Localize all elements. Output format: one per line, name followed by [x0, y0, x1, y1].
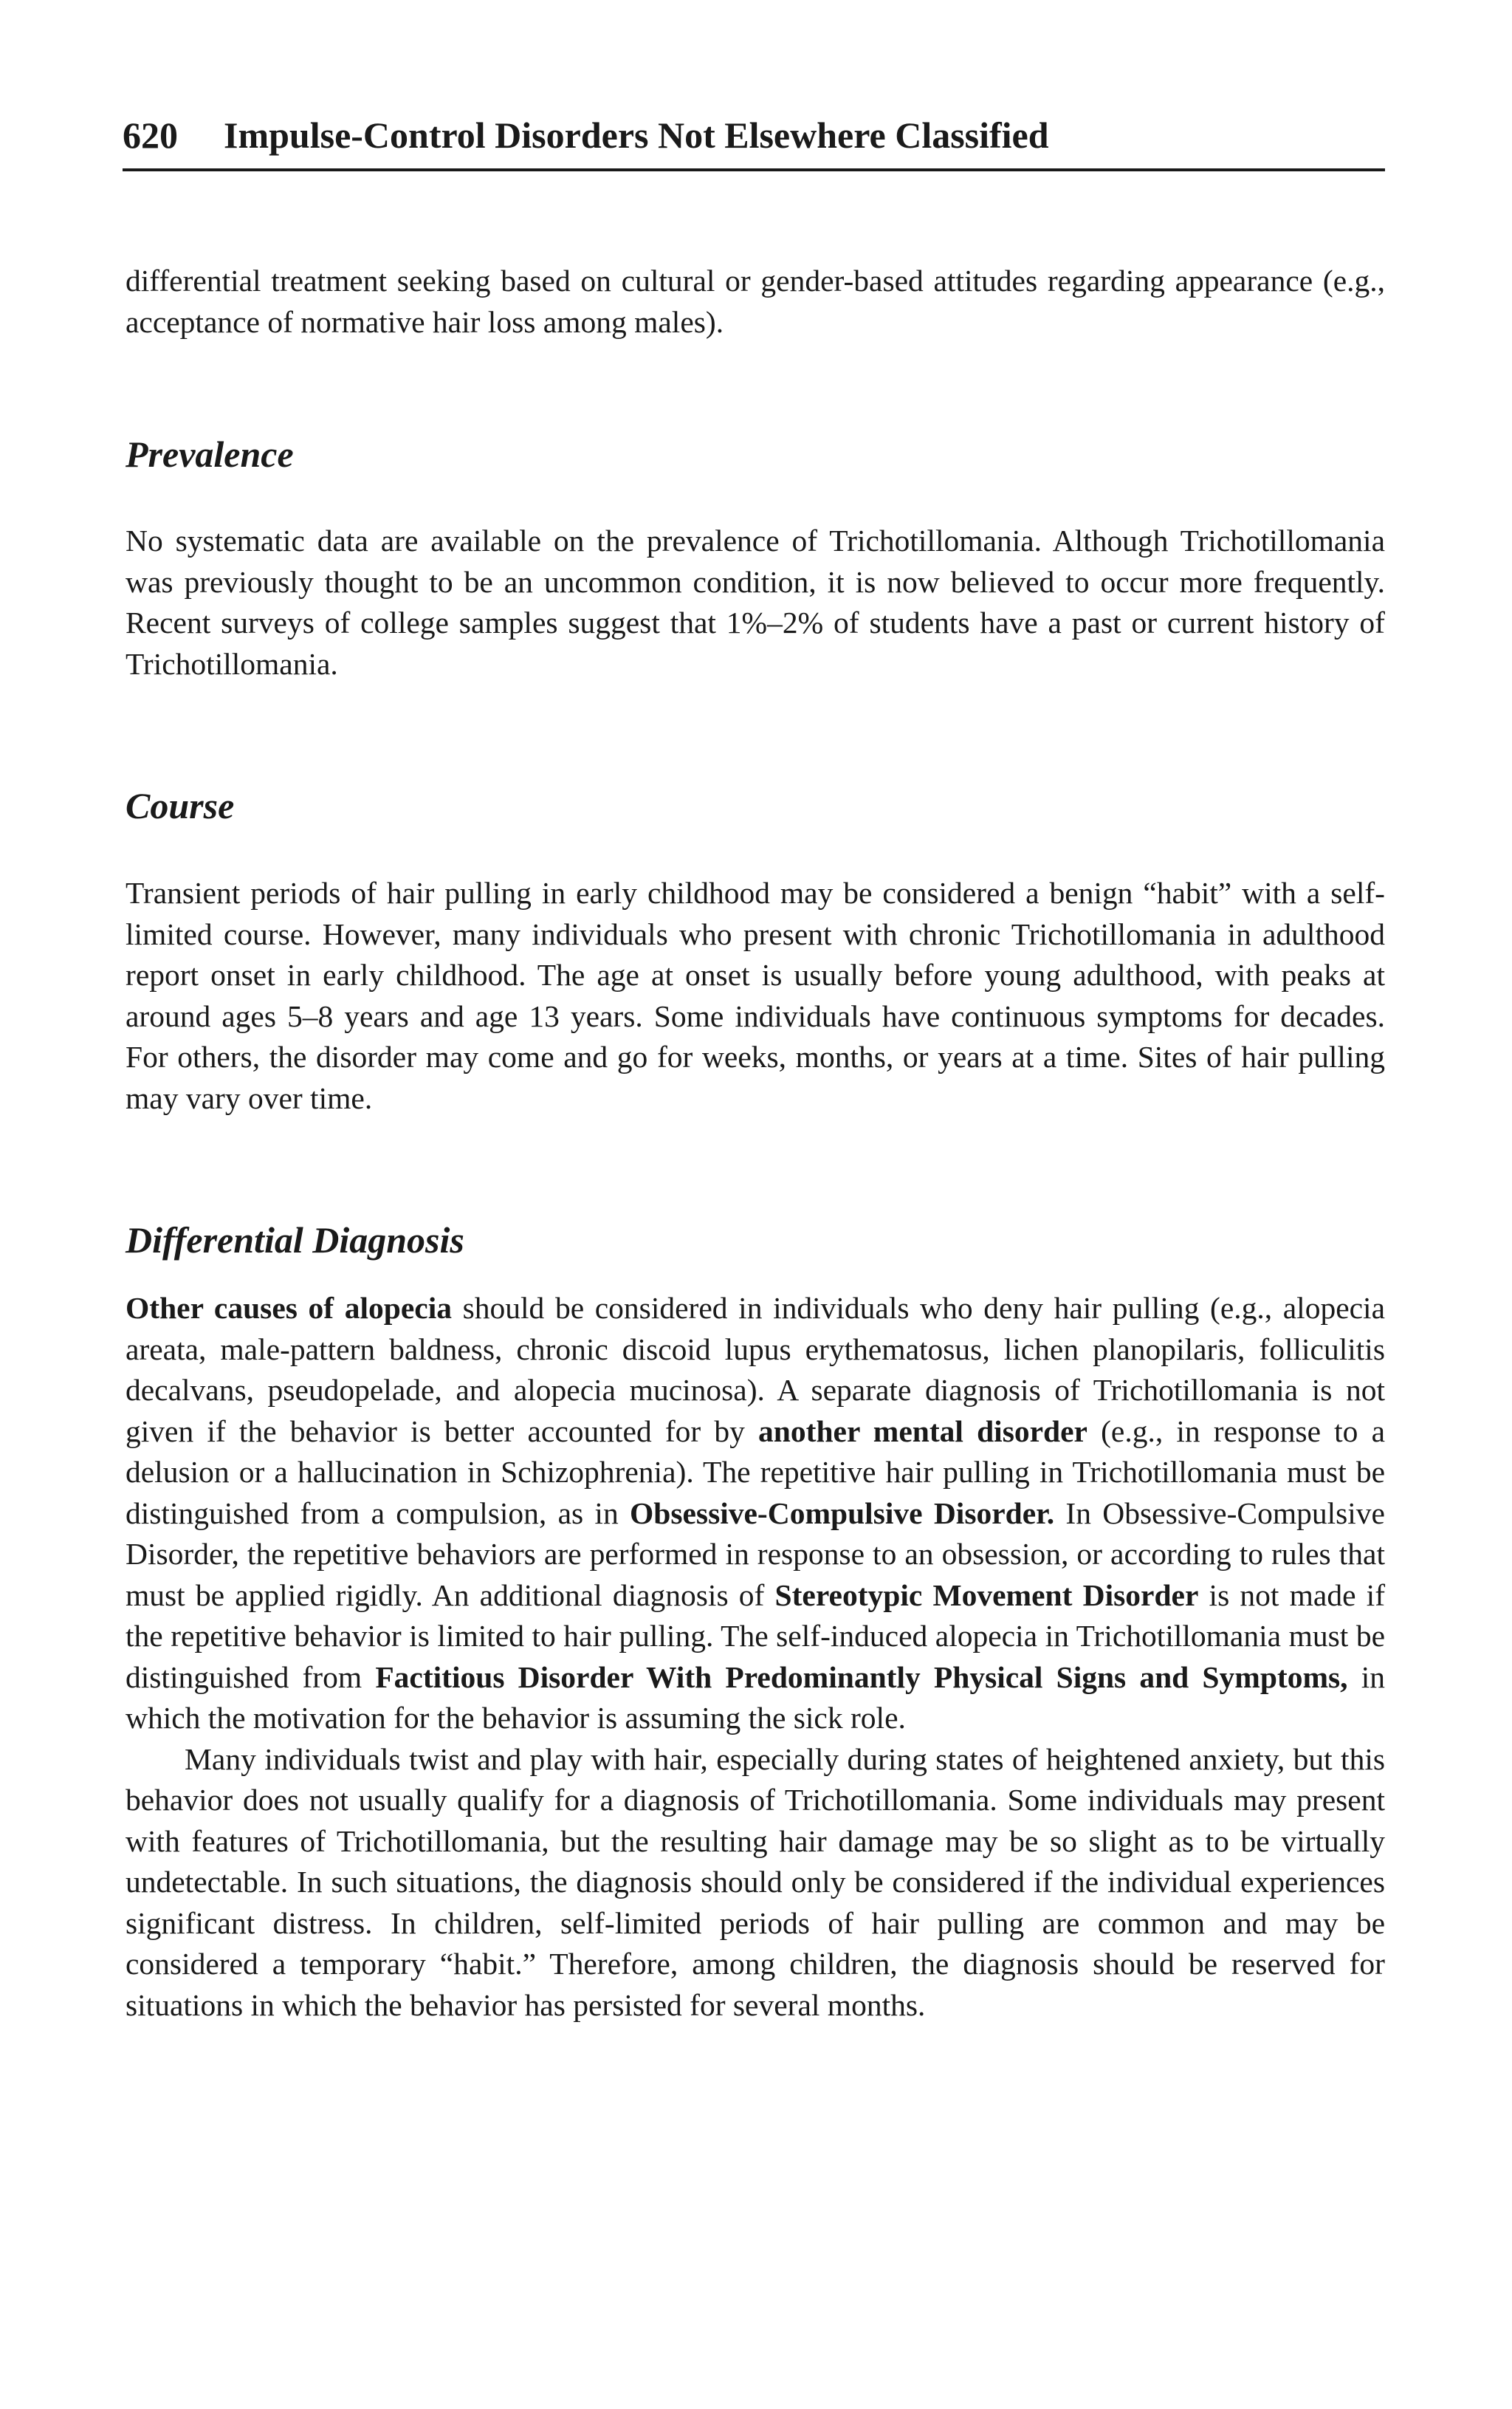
differential-paragraph-1: [126, 1288, 1385, 1739]
differential-text-4: is not made if the repetitive behavior is limited to hair pulling. The self-induced alopecia in Trichotillomania must be distinguished from: [126, 1577, 1386, 1694]
term-another-mental-disorder: another mental disorder: [758, 1413, 1087, 1448]
running-head: [123, 111, 1385, 160]
chapter-title: Impulse-Control Disorders Not Elsewhere Classified: [224, 114, 1049, 156]
course-heading: Course: [126, 785, 235, 826]
differential-paragraph-2: Many individuals twist and play with hair, especially during states of heightened anxiety, but this behavior does not usually qualify for a diagnosis of Trichotillomania. Some individuals may present with features of Trichotillomania, but the resulting hair damage may be so slight as to be virtually undetectable. In such situations, the diagnosis should only be considered if the individual experiences significant distress. In children, self-limited periods of hair pulling are common and may be considered a temporary “habit.” Therefore, among children, the diagnosis should be reserved for situations in which the behavior has persisted for several months.: [126, 1741, 1385, 2022]
term-factitious-disorder: Factitious Disorder With Predominantly Physical Signs and Symptoms,: [375, 1659, 1348, 1694]
prevalence-paragraph: No systematic data are available on the prevalence of Trichotillomania. Although Trichotillomania was previously thought to be an uncommon condition, it is now believed to occur more frequently. Recent surveys of college samples suggest that 1%–2% of students have a past or current history of Trichotillomania.: [126, 524, 1385, 681]
intro-paragraph: differential treatment seeking based on cultural or gender-based attitudes regarding appearance (e.g., acceptance of normative hair loss among males).: [126, 264, 1385, 339]
course-paragraph: Transient periods of hair pulling in early childhood may be considered a benign “habit” with a self-limited course. However, many individuals who present with chronic Trichotillomania in adulthood report onset in early childhood. The age at onset is usually before young adulthood, with peaks at around ages 5–8 years and age 13 years. Some individuals have continuous symptoms for decades. For others, the disorder may come and go for weeks, months, or years at a time. Sites of hair pulling may vary over time.: [126, 876, 1385, 1115]
term-obsessive-compulsive-disorder: Obsessive-Compulsive Disorder.: [629, 1495, 1055, 1530]
term-stereotypic-movement-disorder: Stereotypic Movement Disorder: [774, 1577, 1199, 1612]
differential-text-5: in which the motivation for the behavior is assuming the sick role.: [126, 1659, 1385, 1735]
prevalence-heading: Prevalence: [126, 434, 294, 475]
page-number: 620: [123, 114, 178, 156]
differential-text-1: should be considered in individuals who deny hair pulling (e.g., alopecia areata, male-pattern baldness, chronic discoid lupus erythematosus, lichen planopilaris, folliculitis decalvans, pseudopelade, and alopecia mucinosa). A separate diagnosis of Trichotillomania is not given if the behavior is better accounted for by: [126, 1291, 1385, 1448]
header-rule: [123, 168, 1385, 171]
differential-text-3: In Obsessive-Compulsive Disorder, the repetitive behaviors are performed in response to an obsession, or according to rules that must be applied rigidly. An additional diagnosis of: [126, 1495, 1385, 1612]
differential-diagnosis-heading: Differential Diagnosis: [126, 1219, 464, 1261]
page-body: [126, 261, 1385, 2026]
term-other-causes-of-alopecia: Other causes of alopecia: [126, 1291, 452, 1325]
differential-text-2: (e.g., in response to a delusion or a hallucination in Schizophrenia). The repetitive hair pulling in Trichotillomania must be distinguished from a compulsion, as in: [126, 1413, 1385, 1530]
